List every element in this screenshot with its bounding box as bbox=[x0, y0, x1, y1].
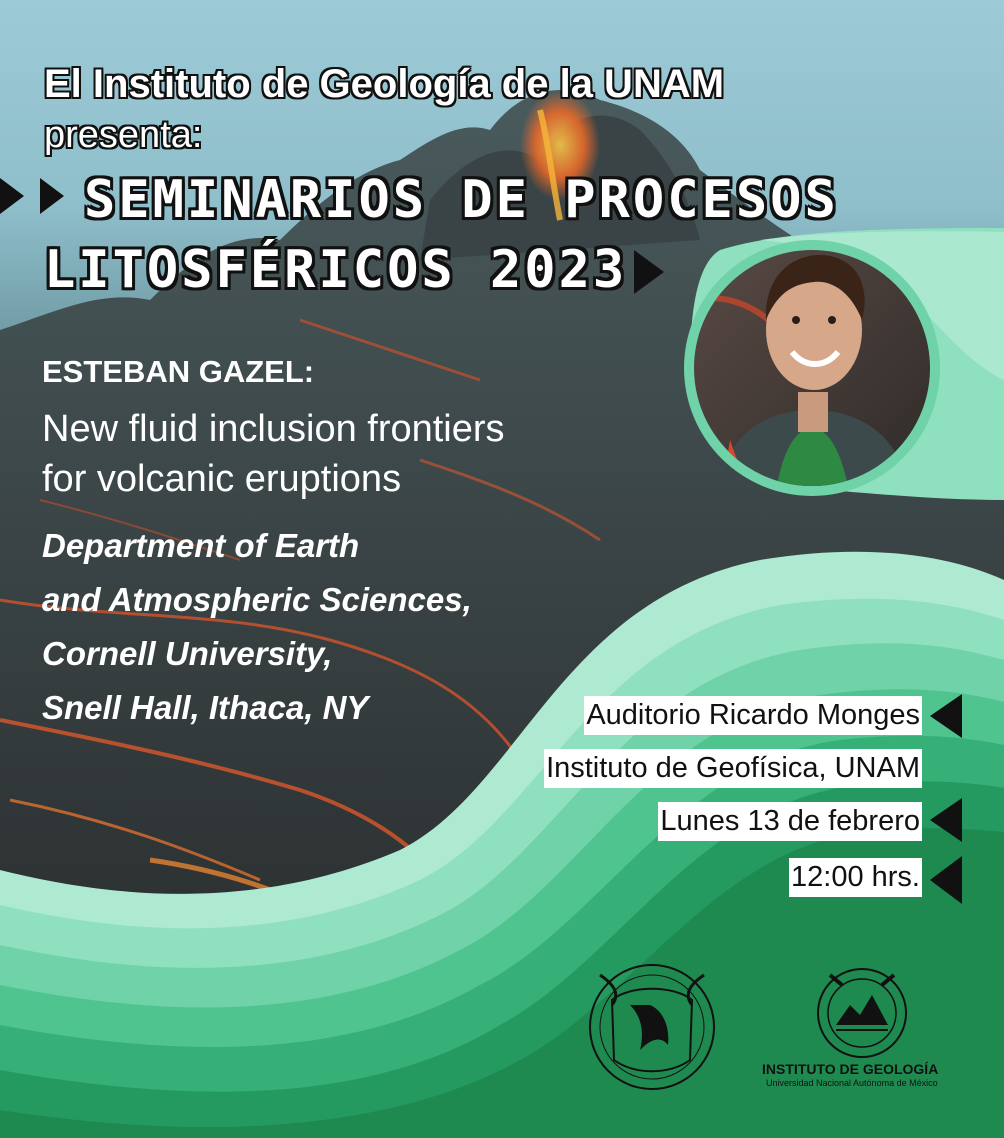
institute-name: INSTITUTO DE GEOLOGÍA bbox=[762, 1061, 939, 1077]
presents-label: presenta: bbox=[44, 114, 203, 156]
event-time: 12:00 hrs. bbox=[789, 858, 922, 897]
series-title-line-2: LITOSFÉRICOS 2023 bbox=[44, 240, 628, 300]
affiliation-line-2: and Atmospheric Sciences, bbox=[42, 581, 472, 618]
affiliation-line-4: Snell Hall, Ithaca, NY bbox=[42, 689, 369, 726]
talk-title-line-1: New fluid inclusion frontiers bbox=[42, 408, 505, 450]
affiliation-line-3: Cornell University, bbox=[42, 635, 333, 672]
talk-title-line-2: for volcanic eruptions bbox=[42, 458, 402, 500]
speaker-name: ESTEBAN GAZEL: bbox=[42, 354, 315, 389]
event-date: Lunes 13 de febrero bbox=[658, 802, 922, 841]
organization-heading: El Instituto de Geología de la UNAM bbox=[44, 62, 725, 106]
affiliation-line-1: Department of Earth bbox=[42, 527, 360, 564]
arrow-right-icon bbox=[0, 178, 64, 214]
institute-subtitle: Universidad Nacional Autónoma de México bbox=[766, 1078, 938, 1088]
series-title-line-1: SEMINARIOS DE PROCESOS bbox=[84, 170, 839, 230]
event-institution: Instituto de Geofísica, UNAM bbox=[544, 749, 922, 788]
event-venue: Auditorio Ricardo Monges bbox=[584, 696, 922, 735]
